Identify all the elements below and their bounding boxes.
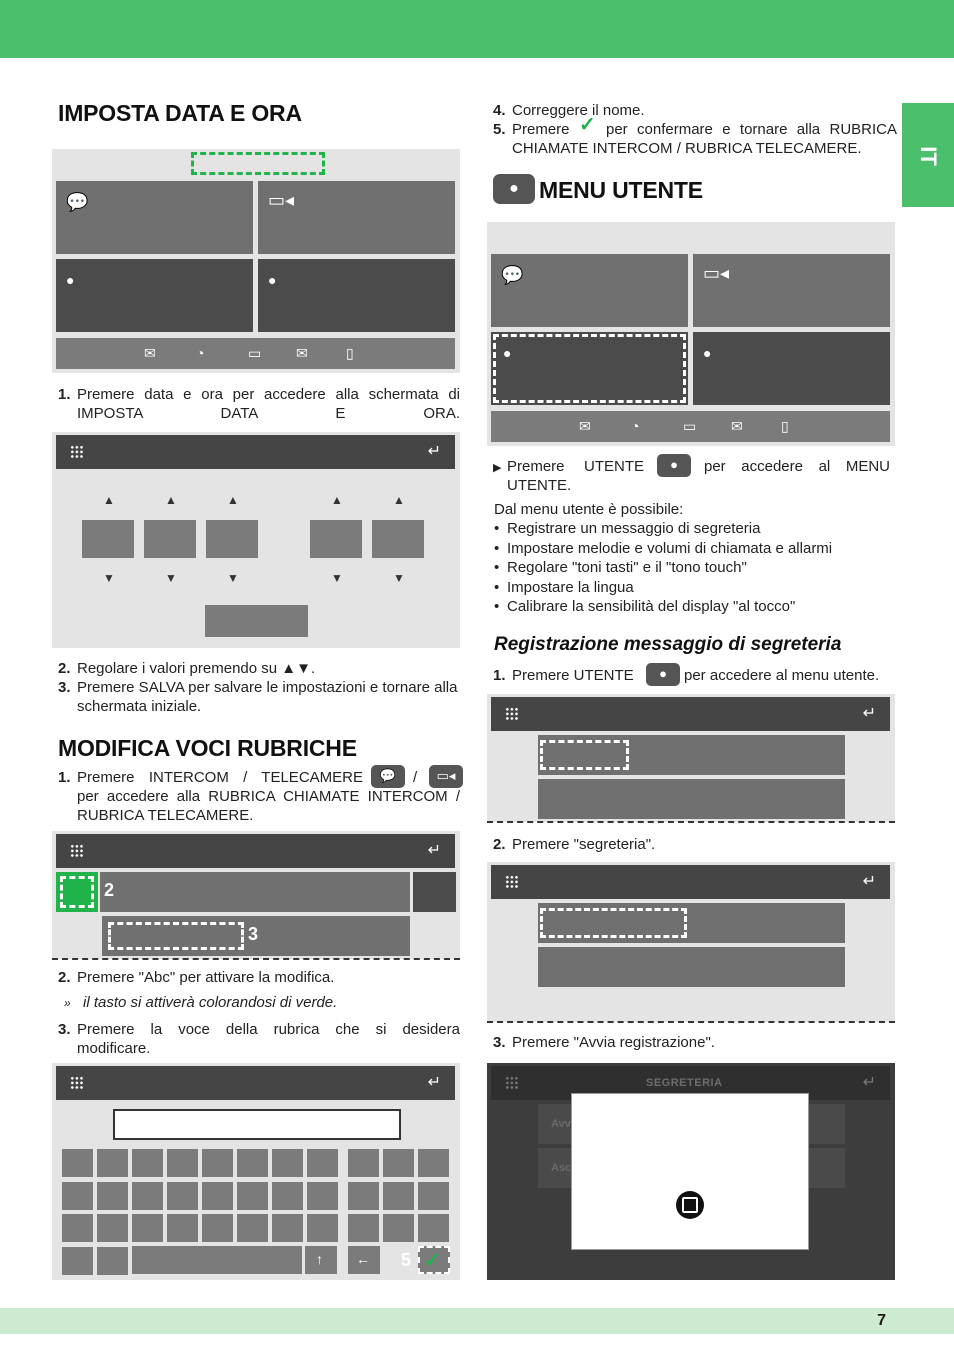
number-key[interactable] bbox=[348, 1214, 379, 1242]
number-key[interactable] bbox=[348, 1182, 379, 1210]
step-1-text: Premere data e ora per accedere alla schermata di IMPOSTA DATA E ORA. bbox=[77, 386, 460, 422]
check-icon: ✓ bbox=[579, 114, 596, 136]
screen-header bbox=[491, 697, 890, 731]
down-arrow-icon[interactable]: ▼ bbox=[393, 571, 405, 585]
step-4: 4. Correggere il nome. bbox=[493, 102, 645, 119]
callout-2: 2 bbox=[104, 880, 115, 900]
voicemail-menu-item[interactable] bbox=[538, 735, 845, 775]
shift-key[interactable] bbox=[305, 1246, 337, 1274]
up-arrow-icon[interactable]: ▲ bbox=[103, 493, 115, 507]
list-item: • Regolare "toni tasti" e il "tono touch" bbox=[494, 559, 747, 576]
guard-icon: ● bbox=[703, 345, 712, 361]
number-key[interactable] bbox=[418, 1214, 449, 1242]
phonebook-step-3: 3. Premere la voce della rubrica che si desidera modificare. bbox=[58, 1021, 460, 1057]
camera-tile[interactable] bbox=[258, 181, 455, 254]
guard-tile[interactable] bbox=[258, 259, 455, 332]
phonebook-note bbox=[64, 993, 460, 1013]
intercom-tile[interactable] bbox=[491, 254, 688, 327]
reg-step-2-text: Premere "segreteria". bbox=[512, 836, 656, 853]
user-badge-icon: ● bbox=[657, 454, 691, 477]
list-item: • Registrare un messaggio di segreteria bbox=[494, 520, 761, 537]
phonebook-screen-mockup bbox=[52, 831, 460, 959]
keyboard-key[interactable] bbox=[167, 1182, 198, 1210]
number-key[interactable] bbox=[383, 1149, 414, 1177]
keyboard-key[interactable] bbox=[272, 1149, 303, 1177]
mute-icon[interactable]: ✉ bbox=[579, 418, 591, 434]
utente-step-line1-a: Premere UTENTE bbox=[507, 458, 644, 475]
monitor-icon[interactable]: ▭ bbox=[248, 345, 262, 361]
language-tab bbox=[902, 103, 954, 207]
bottom-green-bar bbox=[0, 1308, 954, 1334]
keyboard-key[interactable] bbox=[307, 1214, 338, 1242]
menu-utente-heading bbox=[493, 174, 703, 204]
keyboard-key[interactable] bbox=[62, 1182, 93, 1210]
screen-cut-line bbox=[487, 821, 895, 823]
reg-step-1-text-b: per accedere al menu utente. bbox=[684, 667, 880, 684]
start-recording-item[interactable] bbox=[538, 903, 845, 943]
abc-highlight bbox=[60, 876, 94, 908]
door-icon[interactable]: ▯ bbox=[346, 345, 354, 361]
top-green-bar bbox=[0, 0, 954, 58]
phonebook-entry-2[interactable] bbox=[102, 916, 410, 956]
phonebook-step-3-line2: modificare. bbox=[77, 1040, 151, 1057]
date-time-highlight bbox=[191, 152, 325, 175]
stop-icon bbox=[682, 1197, 698, 1213]
phonebook-entry-1[interactable] bbox=[100, 872, 410, 912]
keyboard-key[interactable] bbox=[132, 1182, 163, 1210]
phonebook-step-2-text: Premere "Abc" per attivare la modifica. bbox=[77, 969, 335, 986]
back-icon[interactable]: ↵ bbox=[862, 873, 876, 890]
number-key[interactable] bbox=[418, 1182, 449, 1210]
number-key[interactable] bbox=[418, 1149, 449, 1177]
phonebook-step-1-line3: RUBRICA TELECAMERE. bbox=[77, 807, 254, 824]
back-icon[interactable]: ↵ bbox=[862, 705, 876, 722]
step-3-date-time: 3. Premere SALVA per salvare le impostazioni e tornare alla schermata iniziale. bbox=[58, 678, 460, 697]
list-item: • Impostare la lingua bbox=[494, 578, 634, 596]
up-arrow-icon[interactable]: ▲ bbox=[331, 493, 343, 507]
guard-icon: ● bbox=[268, 272, 277, 288]
keyboard-key[interactable] bbox=[272, 1214, 303, 1242]
phonebook-step-3-line1: Premere la voce della rubrica che si desidera bbox=[77, 1021, 460, 1038]
down-arrow-icon[interactable]: ▼ bbox=[103, 571, 115, 585]
list-item: • Impostare melodie e volumi di chiamata e allarmi bbox=[494, 539, 833, 557]
listen-label: Asc bbox=[551, 1162, 572, 1174]
phonebook-separator: / bbox=[413, 769, 418, 786]
keyboard-key[interactable] bbox=[202, 1214, 233, 1242]
keyboard-key[interactable] bbox=[202, 1182, 233, 1210]
mute-icon[interactable]: ✉ bbox=[144, 345, 156, 361]
home-screen-mockup bbox=[52, 149, 460, 373]
message-icon[interactable]: ✉ bbox=[296, 345, 308, 361]
day-field[interactable] bbox=[82, 520, 134, 558]
backspace-key[interactable] bbox=[348, 1246, 380, 1274]
step-5: 5. Premere ✓ per confermare e tornare alla RUBRICA CHIAMATE INTERCOM / RUBRICA TELECAMERE. bbox=[493, 114, 897, 157]
screen-header bbox=[56, 1066, 455, 1100]
bottom-toolbar bbox=[491, 411, 890, 442]
start-recording-label: Avv bbox=[551, 1118, 571, 1130]
abc-edit-button[interactable] bbox=[56, 872, 98, 912]
user-tile-highlight bbox=[493, 334, 686, 403]
keyboard-key[interactable] bbox=[167, 1214, 198, 1242]
name-input[interactable] bbox=[113, 1109, 401, 1140]
up-arrow-icon[interactable]: ▲ bbox=[227, 493, 239, 507]
shift-icon: ↑ bbox=[316, 1251, 323, 1267]
keyboard-screen-mockup bbox=[52, 1063, 460, 1280]
triangle-bullet-icon: ▶ bbox=[493, 462, 502, 474]
intercom-tile[interactable] bbox=[56, 181, 253, 254]
utente-step-line2: UTENTE. bbox=[507, 477, 572, 494]
reg-step-1-text-a: Premere UTENTE bbox=[512, 667, 634, 684]
minute-field[interactable] bbox=[372, 520, 424, 558]
answer-machine-icon[interactable]: ◔ bbox=[196, 345, 205, 361]
keyboard-key[interactable] bbox=[202, 1149, 233, 1177]
voicemail-menu-mockup bbox=[487, 862, 895, 1022]
down-arrow-icon[interactable]: ▼ bbox=[165, 571, 177, 585]
menu-grid-icon[interactable] bbox=[70, 445, 84, 459]
message-icon[interactable]: ✉ bbox=[731, 418, 743, 434]
scroll-button[interactable] bbox=[413, 872, 456, 912]
stop-button[interactable] bbox=[676, 1191, 704, 1219]
down-arrow-icon[interactable]: ▼ bbox=[331, 571, 343, 585]
hour-field[interactable] bbox=[310, 520, 362, 558]
back-icon[interactable]: ↵ bbox=[862, 1074, 876, 1091]
menu-grid-icon[interactable] bbox=[505, 707, 519, 721]
note-text: il tasto si attiverà colorandosi di verde. bbox=[83, 994, 338, 1011]
step-2-date-time: 2. Regolare i valori premendo su ▲▼. bbox=[58, 660, 316, 677]
user-icon: ● bbox=[66, 272, 75, 288]
monitor-icon[interactable]: ▭ bbox=[683, 418, 697, 434]
intercom-icon: 💬 bbox=[66, 192, 89, 212]
recording-popup bbox=[571, 1093, 809, 1250]
keyboard-key[interactable] bbox=[97, 1214, 128, 1242]
keyboard-key[interactable] bbox=[132, 1149, 163, 1177]
voicemail-highlight bbox=[540, 740, 629, 770]
voicemail-header-title: SEGRETERIA bbox=[646, 1077, 723, 1089]
year-field[interactable] bbox=[206, 520, 258, 558]
screen-header bbox=[56, 435, 455, 469]
keyboard-key[interactable] bbox=[62, 1247, 93, 1275]
utente-step-line1-b: per accedere al MENU bbox=[704, 458, 890, 475]
keyboard-key[interactable] bbox=[307, 1182, 338, 1210]
entry-highlight bbox=[108, 922, 244, 950]
user-tile[interactable] bbox=[491, 332, 688, 405]
reg-step-3-text: Premere "Avvia registrazione". bbox=[512, 1034, 715, 1051]
step-4-text: Correggere il nome. bbox=[512, 102, 645, 119]
subsection-title-voicemail: Registrazione messaggio di segreteria bbox=[494, 634, 842, 655]
language-tab-label: IT bbox=[916, 146, 941, 166]
section-title-edit-phonebook: MODIFICA VOCI RUBRICHE bbox=[58, 735, 357, 761]
note-mark: » bbox=[64, 996, 71, 1010]
back-icon[interactable]: ↵ bbox=[427, 443, 441, 460]
start-recording-highlight bbox=[540, 908, 687, 938]
utente-step bbox=[493, 457, 890, 497]
keyboard-key[interactable] bbox=[237, 1182, 268, 1210]
user-menu-home-mockup bbox=[487, 222, 895, 446]
callout-3: 3 bbox=[248, 924, 259, 944]
listen-item[interactable] bbox=[538, 947, 845, 987]
intercom-icon: 💬 bbox=[501, 265, 524, 285]
phonebook-step-1-line1: Premere INTERCOM / TELECAMERE bbox=[77, 769, 363, 786]
check-icon: ✓ bbox=[424, 1250, 441, 1272]
space-key[interactable] bbox=[132, 1246, 302, 1274]
menu-grid-icon[interactable] bbox=[70, 1076, 84, 1090]
screen-cut-line bbox=[52, 958, 460, 960]
list-item: • Calibrare la sensibilità del display "al tocco" bbox=[494, 598, 796, 615]
camera-badge-icon: ▭◂ bbox=[429, 765, 463, 788]
keyboard-key[interactable] bbox=[272, 1182, 303, 1210]
step-3-text: Premere SALVA per salvare le impostazioni e tornare alla schermata iniziale. bbox=[77, 679, 458, 715]
reg-step-3: 3. Premere "Avvia registrazione". bbox=[493, 1034, 715, 1051]
month-field[interactable] bbox=[144, 520, 196, 558]
user-menu-list-mockup bbox=[487, 694, 895, 822]
keyboard-key[interactable] bbox=[97, 1149, 128, 1177]
user-icon: ● bbox=[503, 345, 512, 361]
phonebook-step-1: 1. Premere INTERCOM / TELECAMERE 💬 / ▭◂ per accedere alla RUBRICA CHIAMATE INTERCOM / RUBRICA TELECAMERE. bbox=[58, 768, 460, 826]
camera-icon: ▭◂ bbox=[703, 263, 730, 283]
number-key[interactable] bbox=[348, 1149, 379, 1177]
keyboard-key[interactable] bbox=[132, 1214, 163, 1242]
screen-header bbox=[56, 834, 455, 868]
user-tile[interactable] bbox=[56, 259, 253, 332]
step-2-text: Regolare i valori premendo su ▲▼. bbox=[77, 660, 316, 677]
bottom-toolbar bbox=[56, 338, 455, 369]
intercom-badge-icon: 💬 bbox=[371, 765, 405, 788]
save-button[interactable] bbox=[205, 605, 308, 637]
user-badge-icon: ● bbox=[493, 174, 535, 204]
section-title-date-time: IMPOSTA DATA E ORA bbox=[58, 100, 302, 126]
camera-icon: ▭◂ bbox=[268, 190, 295, 210]
phonebook-step-2: 2. Premere "Abc" per attivare la modifica. bbox=[58, 969, 335, 986]
guard-tile[interactable] bbox=[693, 332, 890, 405]
menu-intro: Dal menu utente è possibile: bbox=[494, 501, 684, 518]
user-badge-icon: ● bbox=[646, 663, 680, 686]
answer-machine-icon[interactable]: ◔ bbox=[631, 418, 640, 434]
keyboard-key[interactable] bbox=[97, 1182, 128, 1210]
step-5-text-a: Premere bbox=[512, 121, 570, 138]
door-icon[interactable]: ▯ bbox=[781, 418, 789, 434]
keyboard-key[interactable] bbox=[237, 1214, 268, 1242]
date-time-screen-mockup bbox=[52, 432, 460, 648]
keyboard-key[interactable] bbox=[62, 1149, 93, 1177]
screen-cut-line bbox=[487, 1021, 895, 1023]
up-arrow-icon[interactable]: ▲ bbox=[393, 493, 405, 507]
keyboard-key[interactable] bbox=[167, 1149, 198, 1177]
back-icon[interactable]: ↵ bbox=[427, 1074, 441, 1091]
menu-grid-icon[interactable] bbox=[505, 1076, 519, 1090]
step-5-text-b: per confermare e tornare alla RUBRICA bbox=[606, 121, 897, 138]
keyboard-key[interactable] bbox=[237, 1149, 268, 1177]
reg-step-2: 2. Premere "segreteria". bbox=[493, 836, 656, 853]
number-key[interactable] bbox=[383, 1214, 414, 1242]
step-5-line2: CHIAMATE INTERCOM / RUBRICA TELECAMERE. bbox=[512, 140, 862, 157]
section-title-user-menu: MENU UTENTE bbox=[539, 177, 703, 203]
page-number: 7 bbox=[877, 1312, 886, 1329]
keyboard-key[interactable] bbox=[97, 1247, 128, 1275]
number-key[interactable] bbox=[383, 1182, 414, 1210]
keyboard-key[interactable] bbox=[307, 1149, 338, 1177]
screen-header bbox=[491, 865, 890, 899]
menu-item[interactable] bbox=[538, 779, 845, 819]
keyboard-key[interactable] bbox=[62, 1214, 93, 1242]
up-arrow-icon[interactable]: ▲ bbox=[165, 493, 177, 507]
step-1-date-time: 1. Premere data e ora per accedere alla schermata di IMPOSTA DATA E ORA. bbox=[58, 386, 460, 422]
phonebook-step-1-line2: per accedere alla RUBRICA CHIAMATE INTERCOM / bbox=[77, 788, 460, 805]
back-icon[interactable]: ↵ bbox=[427, 842, 441, 859]
recording-screen-mockup bbox=[487, 1063, 895, 1280]
reg-step-1: 1. Premere UTENTE ● per accedere al menu utente. bbox=[493, 666, 893, 685]
backspace-icon: ← bbox=[356, 1251, 370, 1267]
menu-grid-icon[interactable] bbox=[505, 875, 519, 889]
menu-grid-icon[interactable] bbox=[70, 844, 84, 858]
camera-tile[interactable] bbox=[693, 254, 890, 327]
callout-5: 5 bbox=[401, 1250, 412, 1270]
down-arrow-icon[interactable]: ▼ bbox=[227, 571, 239, 585]
menu-feature-list bbox=[494, 519, 894, 617]
confirm-key[interactable] bbox=[418, 1246, 450, 1274]
